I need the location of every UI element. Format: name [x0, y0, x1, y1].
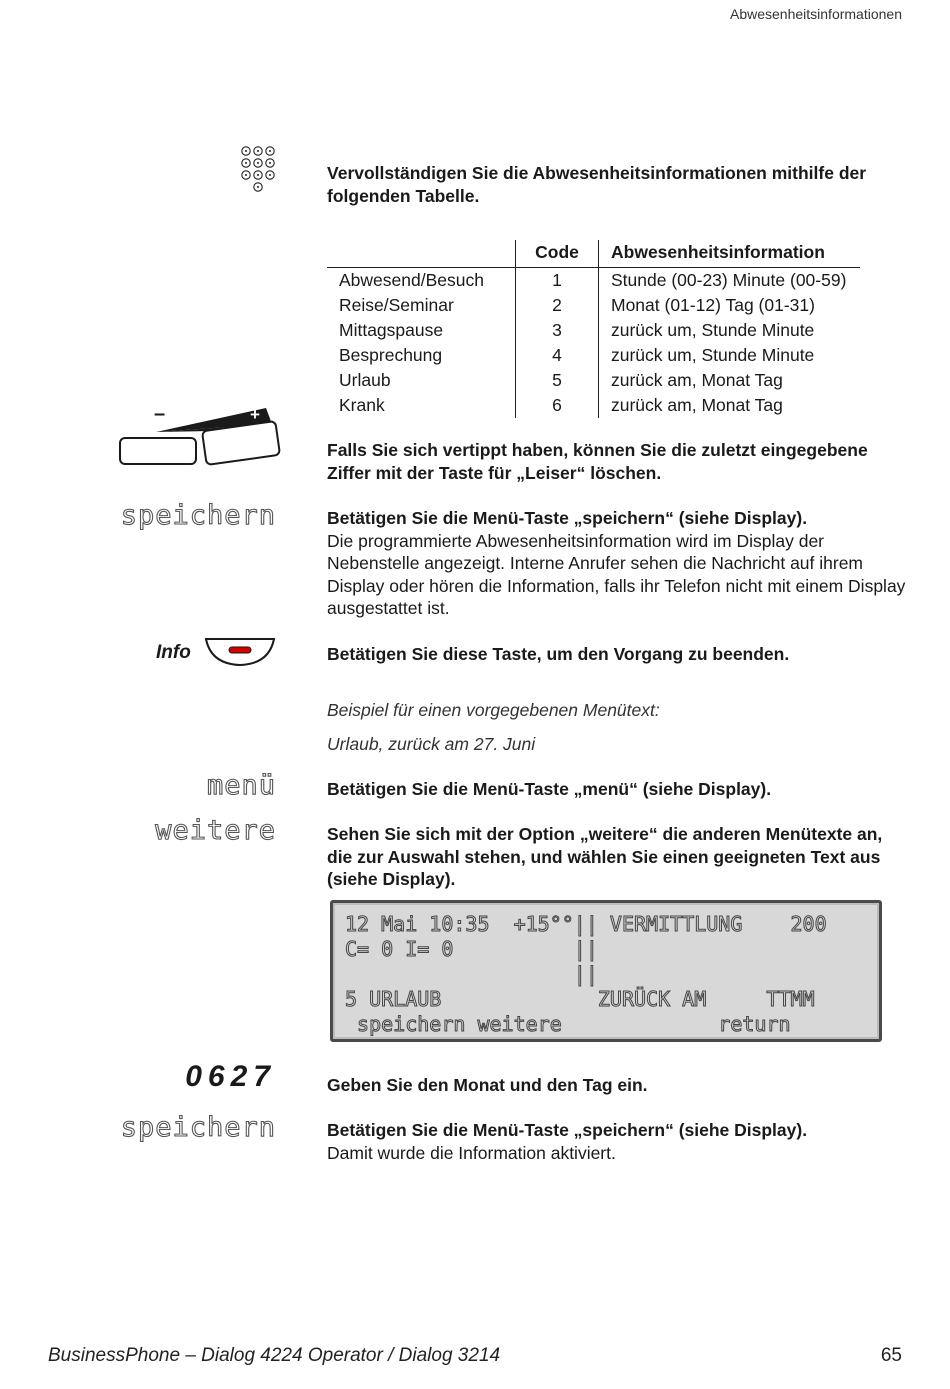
- display-line: 5 URLAUB ZURÜCK AM TTMM: [345, 987, 815, 1011]
- more-instruction: Sehen Sie sich mit der Option „weitere“ die anderen Menütexte an, die zur Auswahl stehen, und wählen Sie einen geeigneten Text aus (siehe Display).: [327, 824, 883, 889]
- table-cell: Mittagspause: [339, 320, 444, 340]
- table-cell: 3: [516, 318, 599, 343]
- table-row: [327, 293, 860, 318]
- table-cell: 5: [516, 368, 599, 393]
- volume-instruction: Falls Sie sich vertippt haben, können Sie die zuletzt eingegebene Ziffer mit der Taste für „Leiser“ löschen.: [327, 440, 868, 483]
- menu-instruction: Betätigen Sie die Menü-Taste „menü“ (siehe Display).: [327, 779, 772, 799]
- volume-keys-icon: [116, 396, 282, 470]
- table-cell: zurück um, Stunde Minute: [599, 343, 861, 368]
- page-number: 65: [880, 1345, 902, 1366]
- save-step-2-title: Betätigen Sie die Menü-Taste „speichern“ (siehe Display).: [327, 1120, 808, 1140]
- table-row: [327, 343, 860, 368]
- display-line: C= 0 I= 0 ||: [345, 937, 598, 961]
- table-cell: Reise/Seminar: [339, 295, 454, 315]
- table-cell: Monat (01-12) Tag (01-31): [599, 293, 861, 318]
- save-step-2-text: Damit wurde die Information aktiviert.: [327, 1142, 616, 1163]
- table-header: Code: [516, 240, 599, 268]
- keypad-icon: [238, 143, 282, 197]
- table-row: [327, 318, 860, 343]
- table-row: [327, 368, 860, 393]
- save-step-1: [327, 507, 907, 620]
- running-header: Abwesenheitsinformationen: [730, 6, 902, 22]
- table-cell: Besprechung: [339, 345, 443, 365]
- table-row: [327, 393, 860, 418]
- table-header: [327, 240, 516, 268]
- table-cell: 1: [516, 268, 599, 294]
- table-cell: 2: [516, 293, 599, 318]
- display-softkeys: speichern weitere return: [345, 1012, 791, 1036]
- keypad-instruction: Vervollständigen Sie die Abwesenheitsinformationen mithilfe der folgenden Tabelle.: [327, 163, 867, 206]
- example-intro: Beispiel für einen vorgegebenen Menütext:: [327, 700, 660, 720]
- table-cell: 6: [516, 393, 599, 418]
- info-key-label: Info: [156, 642, 191, 663]
- table-row: [327, 268, 860, 294]
- save-step-2: [327, 1119, 907, 1164]
- table-cell: zurück am, Monat Tag: [599, 368, 861, 393]
- phone-display: [330, 900, 882, 1042]
- example-value: Urlaub, zurück am 27. Juni: [327, 734, 536, 754]
- date-instruction: Geben Sie den Monat und den Tag ein.: [327, 1075, 648, 1095]
- footer-title: BusinessPhone – Dialog 4224 Operator / Dialog 3214: [48, 1345, 501, 1366]
- table-cell: Krank: [339, 395, 385, 415]
- save-step-1-title: Betätigen Sie die Menü-Taste „speichern“ (siehe Display).: [327, 508, 808, 528]
- table-cell: Stunde (00-23) Minute (00-59): [599, 268, 861, 294]
- table-cell: Abwesend/Besuch: [339, 270, 484, 290]
- date-digits: 0627: [185, 1060, 276, 1093]
- table-cell: zurück um, Stunde Minute: [599, 318, 861, 343]
- softkey-speichern: speichern: [120, 1112, 276, 1143]
- volume-up-sign: +: [250, 405, 260, 424]
- softkey-speichern: speichern: [120, 500, 276, 531]
- display-line: 12 Mai 10:35 +15°°|| VERMITTLUNG 200: [345, 912, 827, 936]
- absence-code-table: [327, 240, 860, 418]
- table-cell: zurück am, Monat Tag: [599, 393, 861, 418]
- softkey-weitere: weitere: [155, 815, 276, 846]
- info-key-icon: [203, 636, 277, 668]
- table-cell: Urlaub: [339, 370, 391, 390]
- volume-down-sign: –: [154, 403, 166, 425]
- softkey-menue: menü: [206, 770, 276, 801]
- save-step-1-text: Die programmierte Abwesenheitsinformation wird im Display der Nebenstelle angezeigt. Interne Anrufer sehen die Nachricht auf ihrem Display oder hören die Information, falls ihr Telefon nicht mit einem Display ausgestattet ist.: [327, 530, 906, 618]
- table-header: Abwesenheitsinformation: [599, 240, 861, 268]
- info-instruction: Betätigen Sie diese Taste, um den Vorgang zu beenden.: [327, 644, 790, 664]
- table-cell: 4: [516, 343, 599, 368]
- display-line: ||: [345, 962, 598, 986]
